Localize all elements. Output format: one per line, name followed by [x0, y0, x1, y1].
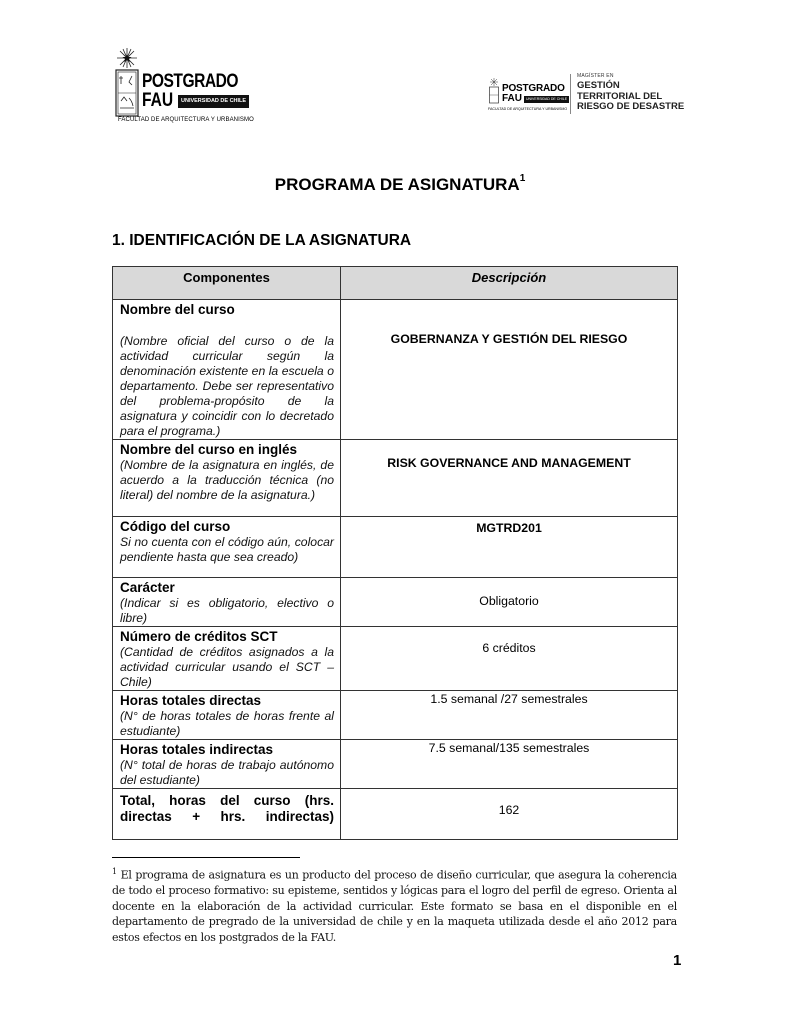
identification-table — [112, 266, 678, 840]
logo-postgrado-text: POSTGRADO — [142, 71, 238, 92]
component-cell — [113, 300, 341, 440]
table-row-codigo — [113, 517, 678, 578]
postgrado-fau-logo — [112, 46, 254, 128]
row-hint: (Nombre de la asignatura en inglés, de acuerdo a la traducción técnica (no literal) del nombre de la asignatura.) — [120, 458, 334, 502]
component-cell — [113, 440, 341, 517]
university-emblem-small-icon — [488, 78, 500, 104]
table-header-row — [113, 267, 678, 300]
row-hint: Si no cuenta con el código aún, colocar pendiente hasta que sea creado) — [120, 535, 334, 564]
description-cell — [341, 691, 678, 740]
row-value: MGTRD201 — [476, 521, 542, 535]
logo-fau-text: FAU — [142, 90, 174, 111]
table-row-nombre-ingles — [113, 440, 678, 517]
university-emblem-icon — [112, 46, 142, 118]
column-header-descripcion: Descripción — [341, 267, 678, 300]
logo-divider — [570, 74, 571, 114]
description-cell — [341, 440, 678, 517]
document-title — [0, 175, 800, 195]
row-hint: (Cantidad de créditos asignados a la actividad curricular usando el SCT – Chile) — [120, 645, 334, 689]
component-cell — [113, 578, 341, 627]
row-value: Obligatorio — [479, 594, 539, 608]
logo-postgrado-text-small: POSTGRADO — [502, 83, 565, 94]
row-value: RISK GOVERNANCE AND MANAGEMENT — [387, 456, 631, 470]
component-cell — [113, 517, 341, 578]
logo-fau-text-small: FAU — [502, 93, 522, 104]
table-row-horas-directas — [113, 691, 678, 740]
row-label: Total, horas del curso (hrs. directas + hrs. indirectas) — [120, 793, 334, 824]
footnote-text: El programa de asignatura es un producto del proceso de diseño curricular, que asegura la coherencia de todo el proceso formativo: su episteme, sentidos y lógicas para el logro del perfil de egreso. Orienta al docente en la elaboración de la actividad curricular. Este formato se basa en el disponible en el departamento de pregrado de la universidad de chile y en la maqueta utilizada desde el año 2012 para estos efectos en los postgrados de la FAU. — [112, 868, 677, 945]
logo-faculty-text-small: FACULTAD DE ARQUITECTURA Y URBANISMO — [488, 107, 568, 111]
row-value: 1.5 semanal /27 semestrales — [430, 692, 588, 706]
row-value: 162 — [498, 803, 520, 817]
row-value: 7.5 semanal/135 semestrales — [428, 741, 590, 755]
component-cell — [113, 691, 341, 740]
program-name — [577, 81, 684, 113]
row-hint: (Indicar si es obligatorio, electivo o libre) — [120, 596, 334, 625]
page-number: 1 — [673, 952, 682, 969]
table-row-creditos — [113, 627, 678, 691]
component-cell — [113, 740, 341, 789]
component-cell — [113, 627, 341, 691]
row-value: GOBERNANZA Y GESTIÓN DEL RIESGO — [390, 332, 628, 346]
program-name-line: TERRITORIAL DEL — [577, 90, 663, 102]
description-cell — [341, 740, 678, 789]
footnote-reference[interactable]: 1 — [519, 173, 526, 185]
row-label: Nombre del curso en inglés — [120, 442, 298, 457]
row-label: Número de créditos SCT — [120, 629, 278, 644]
footnote — [112, 864, 677, 946]
table-row-caracter — [113, 578, 678, 627]
table-row-horas-indirectas — [113, 740, 678, 789]
description-cell — [341, 517, 678, 578]
magister-gestion-logo — [486, 68, 686, 118]
logo-uchile-badge-small: UNIVERSIDAD DE CHILE — [526, 97, 568, 101]
description-cell — [341, 627, 678, 691]
row-label: Código del curso — [120, 519, 231, 534]
row-hint: (Nombre oficial del curso o de la actividad curricular según la denominación existente en la escuela o departamento. Debe ser representativo del problema-propósito de la asignatura y coincidir con lo decretado para el programa.) — [120, 334, 334, 438]
row-label: Carácter — [120, 580, 175, 595]
row-value: 6 créditos — [482, 641, 536, 655]
footnote-separator — [112, 857, 300, 858]
row-hint: (N° de horas totales de horas frente al estudiante) — [120, 709, 334, 738]
logo-uchile-badge: UNIVERSIDAD DE CHILE — [178, 95, 249, 108]
program-name-line: GESTIÓN — [577, 80, 620, 91]
footnote-mark: 1 — [112, 867, 117, 876]
component-cell — [113, 789, 341, 840]
program-prefix: MAGÍSTER EN — [577, 73, 614, 79]
column-header-componentes: Componentes — [113, 267, 341, 300]
description-cell — [341, 789, 678, 840]
program-name-line: RIESGO DE DESASTRE — [577, 101, 685, 112]
document-title-text: PROGRAMA DE ASIGNATURA — [274, 175, 520, 194]
row-hint: (N° total de horas de trabajo autónomo del estudiante) — [120, 758, 334, 787]
row-label: Horas totales directas — [120, 693, 262, 708]
row-label: Nombre del curso — [120, 302, 235, 317]
section-title: 1. IDENTIFICACIÓN DE LA ASIGNATURA — [112, 232, 412, 249]
row-label: Horas totales indirectas — [120, 742, 274, 757]
description-cell — [341, 578, 678, 627]
table-row-total-horas — [113, 789, 678, 840]
table-row-nombre-curso — [113, 300, 678, 440]
description-cell — [341, 300, 678, 440]
logo-faculty-text: FACULTAD DE ARQUITECTURA Y URBANISMO — [118, 117, 254, 123]
